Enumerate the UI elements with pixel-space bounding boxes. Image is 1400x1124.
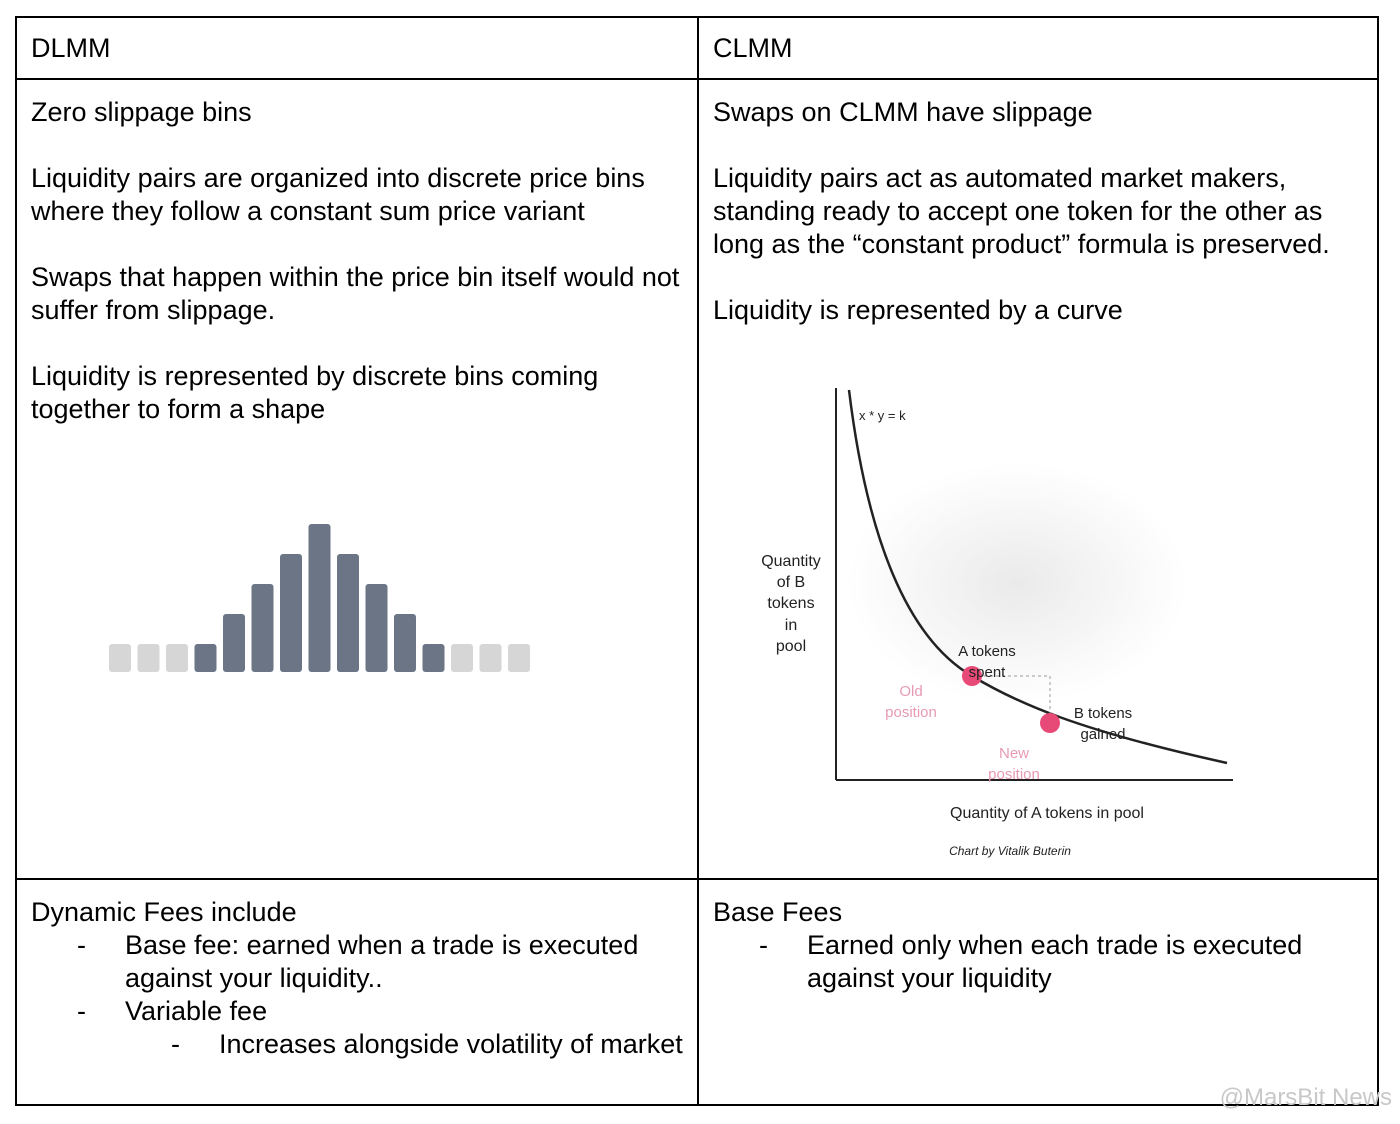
clmm-title: Swaps on CLMM have slippage xyxy=(713,97,1093,127)
dlmm-para-2: Swaps that happen within the price bin itself would not suffer from slippage. xyxy=(31,262,680,325)
clmm-fees-list xyxy=(713,929,1365,995)
liquidity-bin xyxy=(166,644,188,672)
svg-text:position: position xyxy=(885,704,937,721)
clmm-fees-cell xyxy=(699,896,1379,995)
header-clmm xyxy=(699,32,1379,65)
liquidity-bin xyxy=(508,644,530,672)
list-item xyxy=(125,1028,683,1061)
liquidity-bin xyxy=(138,644,160,672)
variable-fee-text: Variable fee xyxy=(125,996,268,1026)
x-axis-label: Quantity of A tokens in pool xyxy=(950,805,1144,822)
list-item xyxy=(713,929,1365,995)
clmm-fees-title: Base Fees xyxy=(713,897,843,927)
svg-text:B tokens: B tokens xyxy=(1073,705,1133,722)
liquidity-bin xyxy=(223,614,245,672)
dlmm-fees-title: Dynamic Fees include xyxy=(31,897,297,927)
dlmm-description-cell xyxy=(17,96,697,426)
dlmm-fees-cell xyxy=(17,896,697,1061)
liquidity-bin xyxy=(423,644,445,672)
svg-text:in: in xyxy=(784,617,798,634)
dlmm-title: Zero slippage bins xyxy=(31,97,252,127)
dlmm-fees-list xyxy=(31,929,683,1061)
clmm-curve-chart xyxy=(747,378,1267,858)
y-axis-label xyxy=(761,553,821,655)
clmm-description-cell xyxy=(699,96,1379,327)
svg-text:tokens: tokens xyxy=(767,595,815,612)
bullet-dash: - xyxy=(77,996,86,1026)
liquidity-bin xyxy=(366,584,388,672)
variable-fee-sublist xyxy=(125,1028,683,1061)
bullet-dash: - xyxy=(77,930,86,960)
volatility-text: Increases alongside volatility of market xyxy=(219,1029,683,1059)
svg-text:Quantity: Quantity xyxy=(761,553,821,570)
dlmm-para-1: Liquidity pairs are organized into discrete price bins where they follow a constant sum price variant xyxy=(31,163,645,226)
liquidity-bin xyxy=(309,524,331,672)
dlmm-bins-graphic xyxy=(105,518,535,678)
header-dlmm-text: DLMM xyxy=(31,33,111,63)
svg-text:position: position xyxy=(988,766,1040,783)
svg-text:New: New xyxy=(998,745,1030,762)
list-item xyxy=(31,929,683,995)
list-item xyxy=(31,995,683,1061)
liquidity-bin xyxy=(394,614,416,672)
header-dlmm xyxy=(17,32,697,65)
svg-text:pool: pool xyxy=(775,638,807,655)
new-position-label xyxy=(988,745,1040,783)
watermark: @MarsBit News xyxy=(1219,1084,1392,1111)
svg-text:Old: Old xyxy=(899,683,923,700)
old-position-label xyxy=(885,683,937,721)
svg-text:of B: of B xyxy=(776,574,806,591)
liquidity-bin xyxy=(252,584,274,672)
svg-text:gained: gained xyxy=(1080,726,1126,743)
comparison-table xyxy=(15,16,1379,1106)
chart-background-blur xyxy=(847,463,1187,703)
bullet-dash: - xyxy=(759,930,768,960)
chart-credit: Chart by Vitalik Buterin xyxy=(949,844,1071,858)
dlmm-para-3: Liquidity is represented by discrete bins coming together to form a shape xyxy=(31,361,599,424)
bullet-dash: - xyxy=(171,1029,180,1059)
liquidity-bin xyxy=(480,644,502,672)
liquidity-bin xyxy=(109,644,131,672)
base-fee-text: Base fee: earned when a trade is executed against your liquidity.. xyxy=(125,930,639,993)
liquidity-bin xyxy=(280,554,302,672)
liquidity-bin xyxy=(451,644,473,672)
clmm-fee-text: Earned only when each trade is executed against your liquidity xyxy=(807,930,1303,993)
header-clmm-text: CLMM xyxy=(713,33,793,63)
formula-label: x * y = k xyxy=(859,408,906,423)
liquidity-bin xyxy=(337,554,359,672)
svg-text:A tokens: A tokens xyxy=(958,643,1016,660)
clmm-para-1: Liquidity pairs act as automated market makers, standing ready to accept one token for the other as long as the “constant product” formula is preserved. xyxy=(713,163,1330,259)
liquidity-bin xyxy=(195,644,217,672)
clmm-para-2: Liquidity is represented by a curve xyxy=(713,295,1123,325)
new-position-point xyxy=(1040,713,1060,733)
svg-text:spent: spent xyxy=(968,664,1006,681)
